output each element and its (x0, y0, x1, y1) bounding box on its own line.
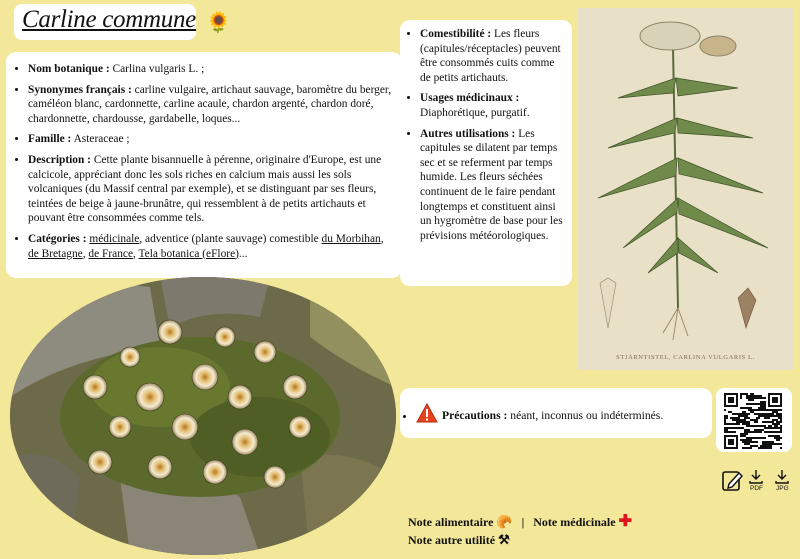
qr-code[interactable] (724, 393, 782, 449)
notes-separator: | (521, 515, 525, 529)
download-pdf-button[interactable] (748, 469, 764, 490)
jpg-label: JPG (776, 485, 789, 492)
link-tela-botanica[interactable]: Tela botanica (eFlore) (138, 247, 239, 260)
food-icon: 🥐 (496, 514, 513, 529)
title-card (14, 4, 196, 40)
link-medicinale[interactable]: médicinale (89, 232, 140, 245)
download-jpg-button[interactable] (774, 469, 790, 490)
precautions-item: • Précautions : néant, inconnus ou indéterminés. (416, 403, 712, 429)
nom-botanique-item: • Nom botanique : Carlina vulgaris L. ; (28, 62, 394, 77)
comestibilite-item: • Comestibilité : Les fleurs (capitules/réceptacles) peuvent être consommés cuits comme de petits artichauts. (420, 27, 566, 85)
link-bretagne[interactable]: de Bretagne (28, 247, 83, 260)
main-info-card (6, 52, 402, 278)
warning-icon (416, 403, 438, 429)
pdf-label: PDF (750, 485, 763, 492)
plant-photo (10, 277, 396, 555)
precautions-card (400, 388, 712, 438)
link-morbihan[interactable]: du Morbihan (321, 232, 381, 245)
categories-item: • Catégories : médicinale, adventice (plante sauvage) comestible du Morbihan, de Bretagne, de France, Tela botanica (eFlore)... (28, 232, 394, 261)
link-france[interactable]: de France (88, 247, 134, 260)
uses-card (400, 20, 572, 286)
botanical-illustration (578, 8, 793, 370)
notes-row-2 (408, 531, 632, 549)
edit-icon[interactable] (721, 469, 743, 498)
download-icon (774, 469, 790, 485)
note-medicinale: Note médicinale (533, 515, 616, 529)
plate-caption: STJÄRNTISTEL, CARLINA VULGARIS L. (616, 354, 755, 361)
page-title: Carline commune (22, 6, 196, 33)
sunflower-icon: 🌻 (206, 12, 231, 34)
famille-item: • Famille : Asteraceae ; (28, 132, 394, 147)
note-alimentaire: Note alimentaire (408, 515, 494, 529)
download-icon (748, 469, 764, 485)
synonymes-item: • Synonymes français : carline vulgaire, artichaut sauvage, baromètre du berger, caméléon blanc, cardonnette, carline acaule, chardon argenté, chardon doré, chardonnette, chardousse, gardabelle, loques... (28, 83, 394, 127)
qr-card (716, 388, 792, 452)
red-cross-icon: ✚ (618, 513, 632, 530)
note-autre: Note autre utilité (408, 533, 496, 547)
tools-icon: ⚒ (498, 532, 510, 547)
autres-utilisations-item: • Autres utilisations : Les capitules se dilatent par temps sec et se referment par temps humide. Les fleurs séchées continuent de le faire pendant longtemps et constituent ainsi un hygromètre de base pour les prévisions météorologiques. (420, 127, 566, 244)
notes-section (408, 513, 632, 549)
usages-medicinaux-item: • Usages médicinaux : Diaphorétique, purgatif. (420, 91, 566, 120)
description-item: • Description : Cette plante bisannuelle à pérenne, originaire d'Europe, est une calcicole, appréciant donc les sols riches en calcium mais aussi les sols volcaniques (du Massif central par exemple), et se distinguant par ses fleurs, teintées de beige à jaune-brunâtre, qui ressemblent à de petits artichauts et pouvant être consommées comme tels. (28, 153, 394, 226)
notes-row-1 (408, 513, 632, 531)
